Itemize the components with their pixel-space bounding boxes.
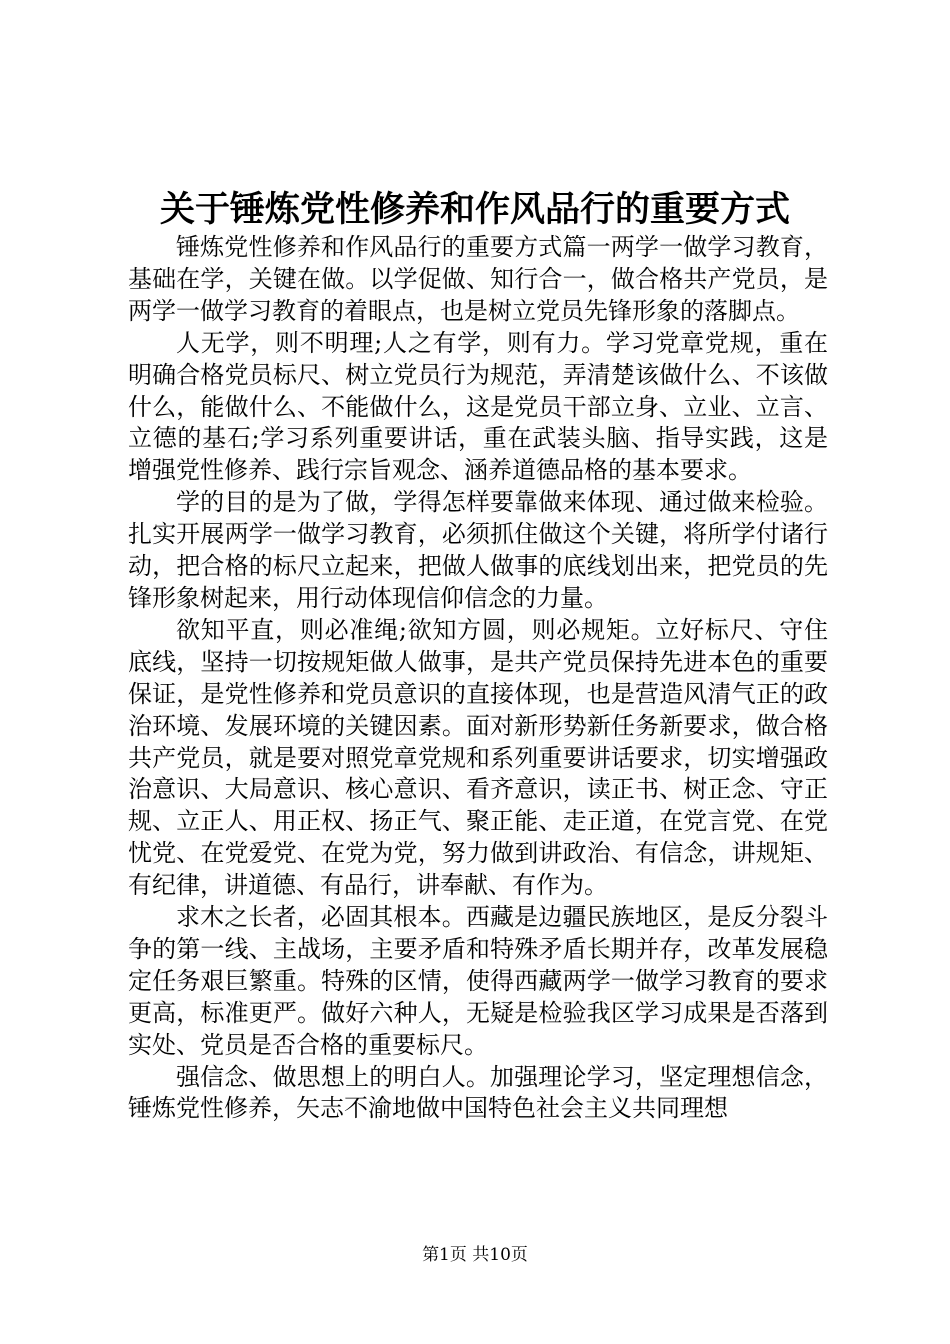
paragraph: 锤炼党性修养和作风品行的重要方式篇一两学一做学习教育，基础在学，关键在做。以学促做、知行合一，做合格共产党员，是两学一做学习教育的着眼点，也是树立党员先锋形象的落脚点。 (128, 233, 828, 325)
paragraph: 欲知平直，则必准绳;欲知方圆，则必规矩。立好标尺、守住底线，坚持一切按规矩做人做事，是共产党员保持先进本色的重要保证，是党性修养和党员意识的直接体现，也是营造风清气正的政治环境、发展环境的关键因素。面对新形势新任务新要求，做合格共产党员，就是要对照党章党规和系列重要讲话要求，切实增强政治意识、大局意识、核心意识、看齐意识，读正书、树正念、守正规、立正人、用正权、扬正气、聚正能、走正道，在党言党、在党忧党、在党爱党、在党为党，努力做到讲政治、有信念，讲规矩、有纪律，讲道德、有品行，讲奉献、有作为。 (128, 615, 828, 900)
page-footer: 第1页 共10页 (422, 1245, 528, 1265)
paragraph: 强信念、做思想上的明白人。加强理论学习，坚定理想信念，锤炼党性修养，矢志不渝地做中国特色社会主义共同理想 (128, 1062, 828, 1123)
paragraph: 学的目的是为了做，学得怎样要靠做来体现、通过做来检验。扎实开展两学一做学习教育，必须抓住做这个关键，将所学付诸行动，把合格的标尺立起来，把做人做事的底线划出来，把党员的先锋形象树起来，用行动体现信仰信念的力量。 (128, 488, 828, 612)
paragraph: 求木之长者，必固其根本。西藏是边疆民族地区，是反分裂斗争的第一线、主战场，主要矛盾和特殊矛盾长期并存，改革发展稳定任务艰巨繁重。特殊的区情，使得西藏两学一做学习教育的要求更高，标准更严。做好六种人，无疑是检验我区学习成果是否落到实处、党员是否合格的重要标尺。 (128, 903, 828, 1059)
paragraph: 人无学，则不明理;人之有学，则有力。学习党章党规，重在明确合格党员标尺、树立党员行为规范，弄清楚该做什么、不该做什么，能做什么、不能做什么，这是党员干部立身、立业、立言、立德的基石;学习系列重要讲话，重在武装头脑、指导实践，这是增强党性修养、践行宗旨观念、涵养道德品格的基本要求。 (128, 328, 828, 485)
document-title: 关于锤炼党性修养和作风品行的重要方式 (159, 189, 790, 230)
document-body (128, 232, 828, 1182)
